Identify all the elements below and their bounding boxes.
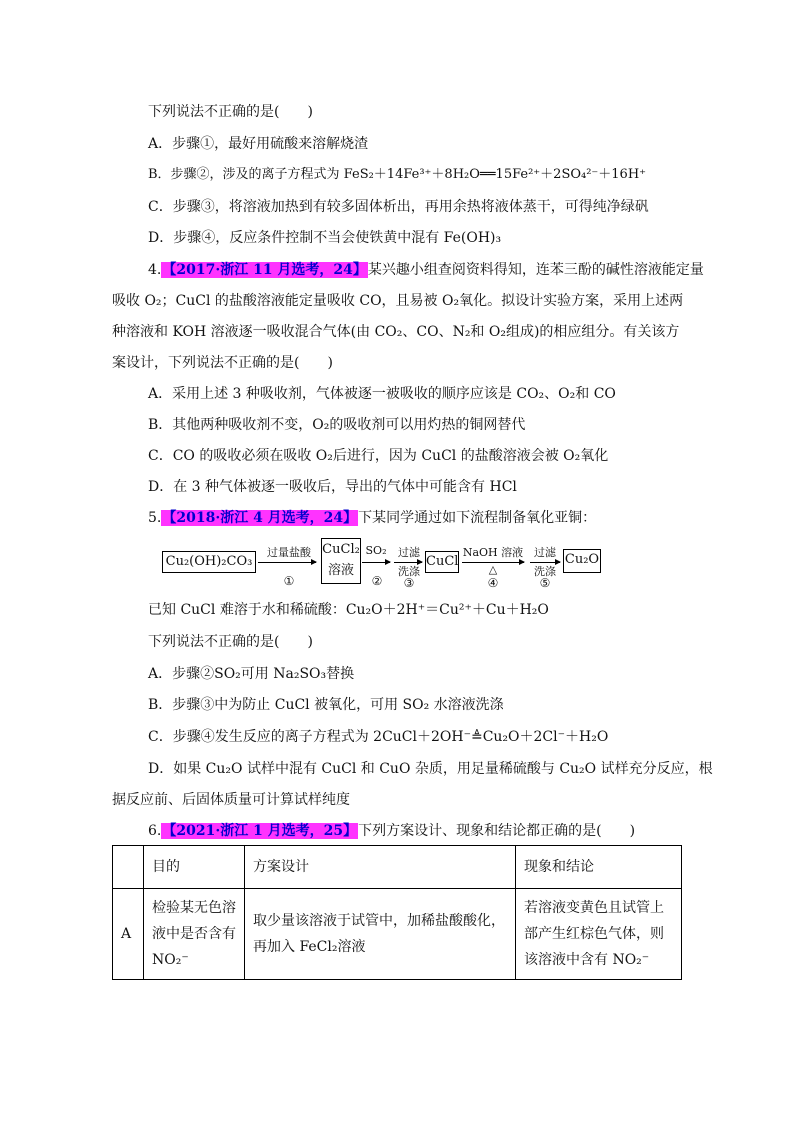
q5-option-c: C．步骤④发生反应的离子方程式为 2CuCl＋2OH⁻≜Cu₂O＋2Cl⁻＋H₂O [148, 729, 609, 745]
q5-stem: 下某同学通过如下流程制备氧化亚铜： [358, 510, 597, 526]
flow-step1-number: ① [283, 574, 295, 588]
q6-first-line [148, 821, 635, 841]
q3-stem: 下列说法不正确的是( ) [148, 104, 313, 120]
table-row [113, 889, 682, 980]
q6-stem: 下列方案设计、现象和结论都正确的是( ) [358, 823, 636, 839]
q5-first-line [148, 508, 596, 528]
q5-flow-diagram [158, 538, 618, 590]
flow-step2-reagent: SO₂ [365, 544, 387, 557]
table-header-cell-design: 方案设计 [245, 846, 516, 889]
flow-step5-bottom: 洗涤 [534, 565, 556, 578]
table-header-cell-0 [113, 846, 144, 889]
q5-option-d-2: 据反应前、后固体质量可计算试样纯度 [112, 792, 350, 808]
flow-step5-number: ⑤ [539, 576, 551, 590]
q4-option-c: C．CO 的吸收必须在吸收 O₂后进行，因为 CuCl 的盐酸溶液会被 O₂氧化 [148, 448, 609, 464]
flow-box-cucl2-solution: 溶液 [327, 563, 354, 578]
flow-box-cucl: CuCl [425, 551, 459, 573]
q5-known: 已知 CuCl 难溶于水和稀硫酸：Cu₂O＋2H⁺＝Cu²⁺＋Cu＋H₂O [148, 602, 549, 618]
q4-option-d: D．在 3 种气体被逐一吸收后，导出的气体中可能含有 HCl [148, 479, 517, 495]
flow-box-cucl2-formula: CuCl₂ [322, 542, 360, 557]
q6-source-tag: 【2021·浙江 1 月选考，25】 [162, 823, 358, 839]
flow-step3-number: ③ [403, 576, 415, 590]
q3-option-d: D．步骤④，反应条件控制不当会使铁黄中混有 Fe(OH)₃ [148, 230, 502, 246]
q5-option-d-1: D．如果 Cu₂O 试样中混有 CuCl 和 CuO 杂质，用足量稀硫酸与 Cu₂O 试样充分反应，根 [148, 761, 713, 777]
q3-option-b: B．步骤②，涉及的离子方程式为 FeS₂＋14Fe³⁺＋8H₂O══15Fe²⁺＋2SO₄²⁻＋16H⁺ [148, 167, 647, 182]
q4-first-line [148, 260, 704, 280]
flow-box-cucl2 [321, 538, 361, 584]
table-header-row [113, 846, 682, 889]
table-row-label: A [113, 889, 144, 980]
q3-option-a: A．步骤①，最好用硫酸来溶解烧渣 [148, 136, 369, 152]
q4-stem-4: 案设计，下列说法不正确的是( ) [112, 355, 333, 371]
flow-box-cu2o: Cu₂O [563, 549, 601, 573]
flow-step3-bottom: 洗涤 [398, 565, 420, 578]
flow-step3-top: 过滤 [398, 546, 420, 559]
flow-step1-reagent: 过量盐酸 [267, 546, 311, 559]
q6-number: 6. [148, 823, 162, 839]
flow-box-start: Cu₂(OH)₂CO₃ [162, 551, 256, 573]
flow-arrow-1 [258, 562, 316, 563]
table-cell-result: 若溶液变黄色且试管上部产生红棕色气体，则该溶液中含有 NO₂⁻ [516, 889, 682, 980]
q4-stem-3: 种溶液和 KOH 溶液逐一吸收混合气体(由 CO₂、CO、N₂和 O₂组成)的相应组分。有关该方 [112, 324, 680, 340]
q3-option-c: C．步骤③，将溶液加热到有较多固体析出，再用余热将液体蒸干，可得纯净绿矾 [148, 199, 649, 215]
q4-source-tag: 【2017·浙江 11 月选考，24】 [162, 262, 367, 278]
q5-stem-2: 下列说法不正确的是( ) [148, 634, 313, 650]
q5-source-tag: 【2018·浙江 4 月选考，24】 [162, 510, 358, 526]
q5-number: 5. [148, 510, 162, 526]
table-header-cell-result: 现象和结论 [516, 846, 682, 889]
table-cell-purpose: 检验某无色溶液中是否含有 NO₂⁻ [144, 889, 245, 980]
flow-step5-top: 过滤 [534, 546, 556, 559]
flow-step4-number: ④ [487, 576, 499, 590]
q5-option-a: A．步骤②SO₂可用 Na₂SO₃替换 [148, 666, 355, 682]
flow-step4-reagent: NaOH 溶液 [462, 546, 524, 559]
q4-option-a: A．采用上述 3 种吸收剂，气体被逐一被吸收的顺序应该是 CO₂、O₂和 CO [148, 386, 616, 402]
q4-number: 4. [148, 262, 162, 278]
table-header-cell-purpose: 目的 [144, 846, 245, 889]
table-cell-design: 取少量该溶液于试管中，加稀盐酸酸化，再加入 FeCl₂溶液 [245, 889, 516, 980]
flow-step4-heat: △ [488, 563, 498, 576]
q5-option-b: B．步骤③中为防止 CuCl 被氧化，可用 SO₂ 水溶液洗涤 [148, 697, 504, 713]
q4-stem-1: 某兴趣小组查阅资料得知，连苯三酚的碱性溶液能定量 [367, 262, 704, 278]
q4-stem-2: 吸收 O₂；CuCl 的盐酸溶液能定量吸收 CO，且易被 O₂氧化。拟设计实验方案，采用上述两 [112, 293, 684, 309]
flow-step2-number: ② [371, 574, 383, 588]
flow-arrow-2 [362, 562, 390, 563]
q4-option-b: B．其他两种吸收剂不变，O₂的吸收剂可以用灼热的铜网替代 [148, 417, 526, 433]
q6-table [112, 845, 682, 980]
